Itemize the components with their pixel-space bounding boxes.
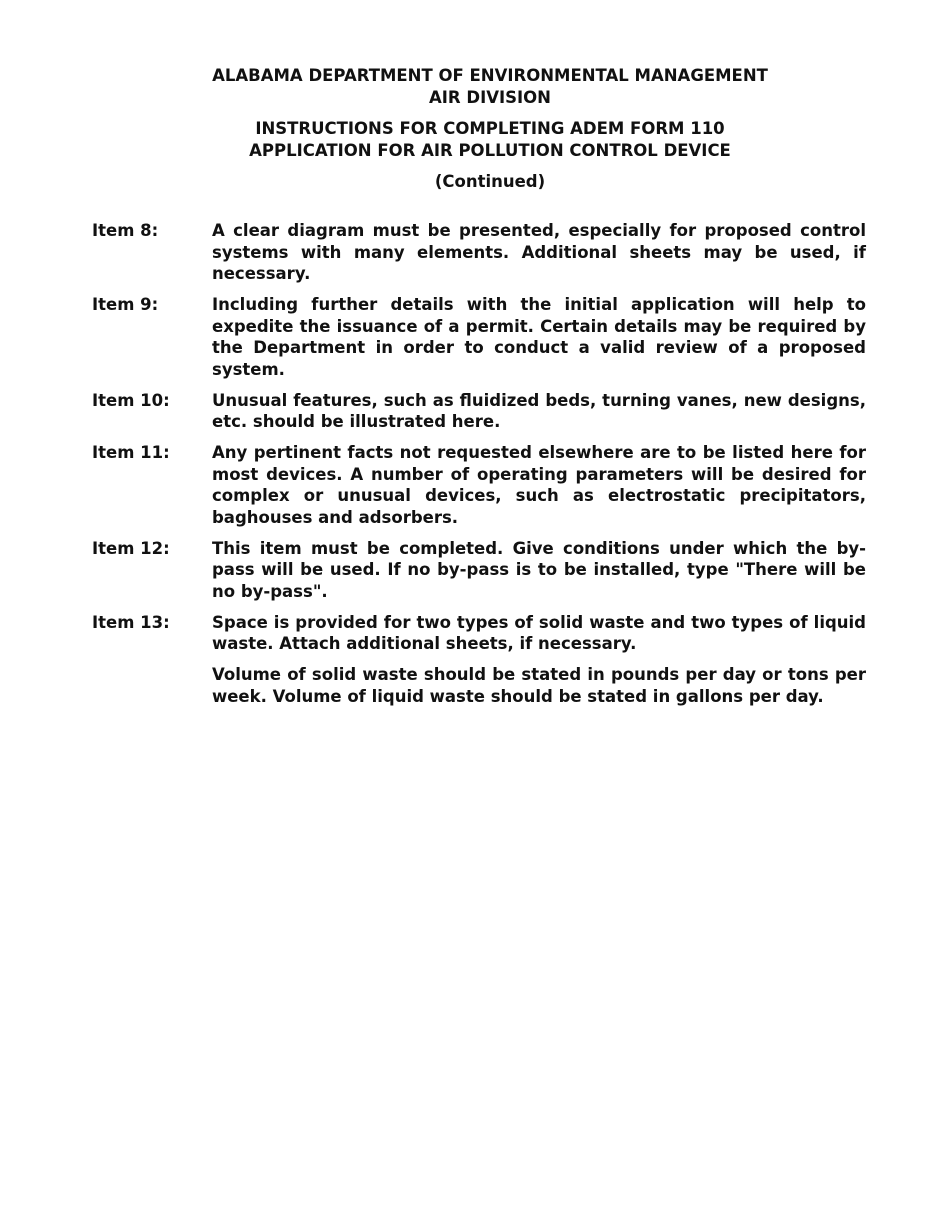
item-label: Item 8: xyxy=(92,221,159,240)
item-paragraph: Unusual features, such as fluidized beds, turning vanes, new designs, etc. should be illustrated here. xyxy=(212,390,866,431)
item-label: Item 13: xyxy=(92,612,170,632)
continued-heading xyxy=(0,171,950,193)
item-label: Item 10: xyxy=(92,390,170,410)
item-label: Item 9: xyxy=(92,295,159,314)
instruction-item-10 xyxy=(92,390,866,433)
item-paragraph: Including further details with the initial application will help to expedite the issuance of a permit. Certain details may be required by the Department in order to conduct a valid review of a proposed system. xyxy=(212,295,866,379)
item-label: Item 11: xyxy=(92,443,170,462)
item-label: Item 12: xyxy=(92,538,170,558)
item-body xyxy=(212,442,866,528)
item-body xyxy=(212,538,866,603)
instruction-item-13 xyxy=(92,612,866,708)
item-body xyxy=(212,390,866,433)
form-title: APPLICATION FOR AIR POLLUTION CONTROL DEVICE xyxy=(249,140,731,160)
item-paragraph: Space is provided for two types of solid waste and two types of liquid waste. Attach additional sheets, if necessary. xyxy=(212,612,866,653)
instructions-title: INSTRUCTIONS FOR COMPLETING ADEM FORM 110 xyxy=(255,119,725,138)
agency-name: ALABAMA DEPARTMENT OF ENVIRONMENTAL MANAGEMENT xyxy=(212,66,768,85)
item-paragraph: This item must be completed. Give conditions under which the by-pass will be used. If no by-pass is to be installed, type "There will be no by-pass". xyxy=(212,538,866,601)
item-body xyxy=(212,220,866,285)
item-body xyxy=(212,612,866,708)
continued-label: (Continued) xyxy=(434,172,546,191)
item-paragraph: Any pertinent facts not requested elsewhere are to be listed here for most devices. A number of operating parameters will be desired for complex or unusual devices, such as electrostatic precipitators, baghouses and adsorbers. xyxy=(212,443,866,527)
item-body xyxy=(212,294,866,380)
form-title-heading xyxy=(0,118,950,161)
agency-heading xyxy=(0,65,950,108)
instruction-item-8 xyxy=(92,220,866,285)
instruction-item-11 xyxy=(92,442,866,528)
instruction-item-12 xyxy=(92,538,866,603)
item-paragraph: A clear diagram must be presented, especially for proposed control systems with many elements. Additional sheets may be used, if necessary. xyxy=(212,221,866,283)
instruction-item-9 xyxy=(92,294,866,380)
division-name: AIR DIVISION xyxy=(429,87,551,107)
instruction-items xyxy=(92,220,866,717)
item-paragraph: Volume of solid waste should be stated in pounds per day or tons per week. Volume of liquid waste should be stated in gallons per day. xyxy=(212,665,866,706)
